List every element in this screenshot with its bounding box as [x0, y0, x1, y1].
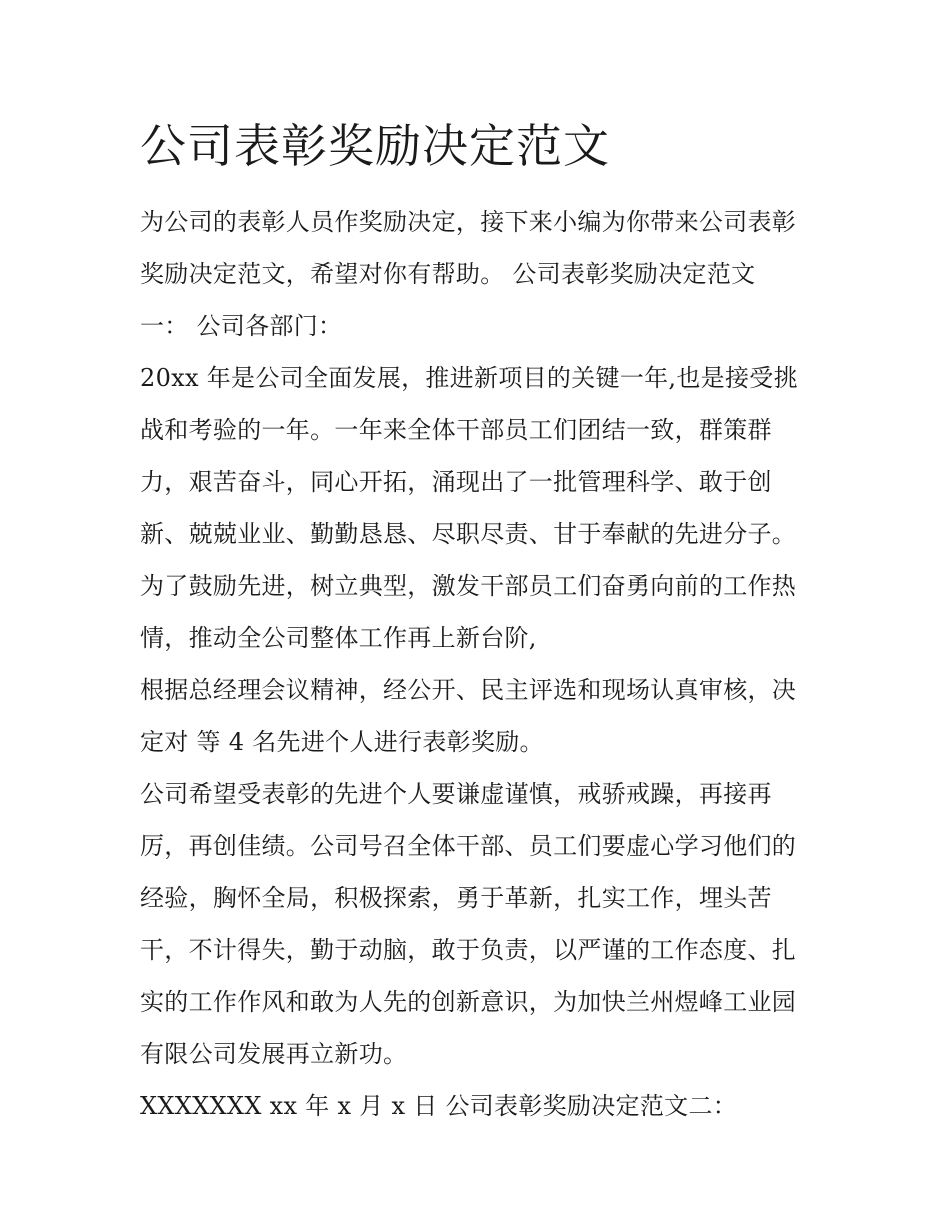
body-line: XXXXXXX xx 年 x 月 x 日 公司表彰奖励决定范文二： [140, 1092, 738, 1120]
body-line: 根据总经理会议精神，经公开、民主评选和现场认真审核，决 [140, 676, 797, 704]
body-line: 战和考验的一年。一年来全体干部员工们团结一致，群策群 [140, 416, 772, 444]
document-title: 公司表彰奖励决定范文 [140, 119, 610, 173]
body-line: 情，推动全公司整体工作再上新台阶, [140, 624, 537, 652]
body-line: 公司希望受表彰的先进个人要谦虚谨慎，戒骄戒躁，再接再 [140, 780, 772, 808]
body-line: 力，艰苦奋斗，同心开拓，涌现出了一批管理科学、敢于创 [140, 468, 772, 496]
body-line: 一： 公司各部门： [140, 312, 343, 340]
body-line: 干，不计得失，勤于动脑，敢于负责，以严谨的工作态度、扎 [140, 936, 797, 964]
body-line: 实的工作作风和敢为人先的创新意识，为加快兰州煜峰工业园 [140, 988, 797, 1016]
body-line: 新、兢兢业业、勤勤恳恳、尽职尽责、甘于奉献的先进分子。 [140, 520, 797, 548]
body-line: 厉，再创佳绩。公司号召全体干部、员工们要虚心学习他们的 [140, 832, 797, 860]
body-line: 为公司的表彰人员作奖励决定，接下来小编为你带来公司表彰 [140, 208, 797, 236]
body-line: 奖励决定范文，希望对你有帮助。 公司表彰奖励决定范文 [140, 260, 756, 288]
body-line: 20xx 年是公司全面发展，推进新项目的关键一年,也是接受挑 [140, 364, 798, 392]
body-line: 为了鼓励先进，树立典型，激发干部员工们奋勇向前的工作热 [140, 572, 797, 600]
document-body [140, 196, 830, 1132]
body-line: 定对 等 4 名先进个人进行表彰奖励。 [140, 728, 544, 756]
body-line: 经验，胸怀全局，积极探索，勇于革新，扎实工作，埋头苦 [140, 884, 772, 912]
body-line: 有限公司发展再立新功。 [140, 1040, 408, 1068]
